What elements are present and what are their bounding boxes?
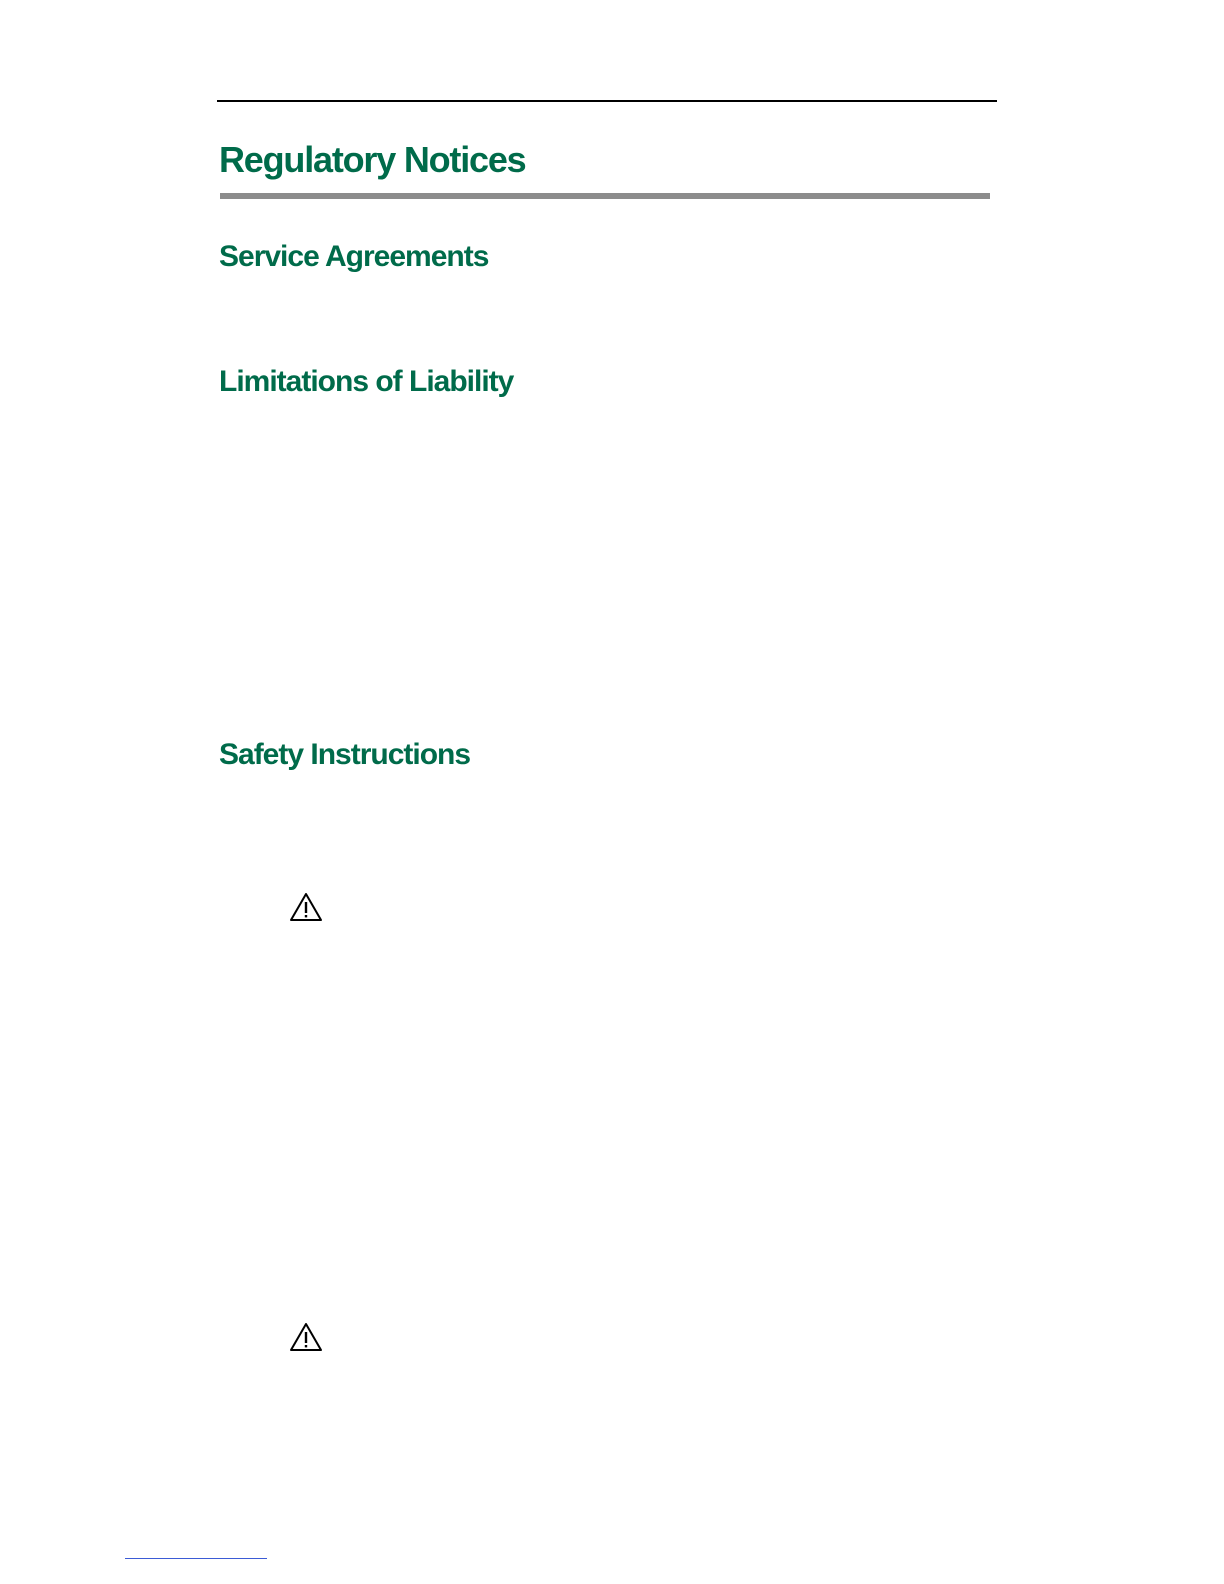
warning-icon — [289, 892, 323, 922]
section-heading-safety-instructions: Safety Instructions — [219, 738, 471, 771]
section-heading-service-agreements: Service Agreements — [219, 240, 489, 273]
section-heading-limitations-of-liability: Limitations of Liability — [219, 365, 514, 398]
footnote-separator — [125, 1558, 267, 1559]
header-rule — [217, 100, 997, 102]
warning-icon — [289, 1322, 323, 1352]
page-title: Regulatory Notices — [219, 139, 526, 180]
title-underline — [220, 193, 990, 199]
